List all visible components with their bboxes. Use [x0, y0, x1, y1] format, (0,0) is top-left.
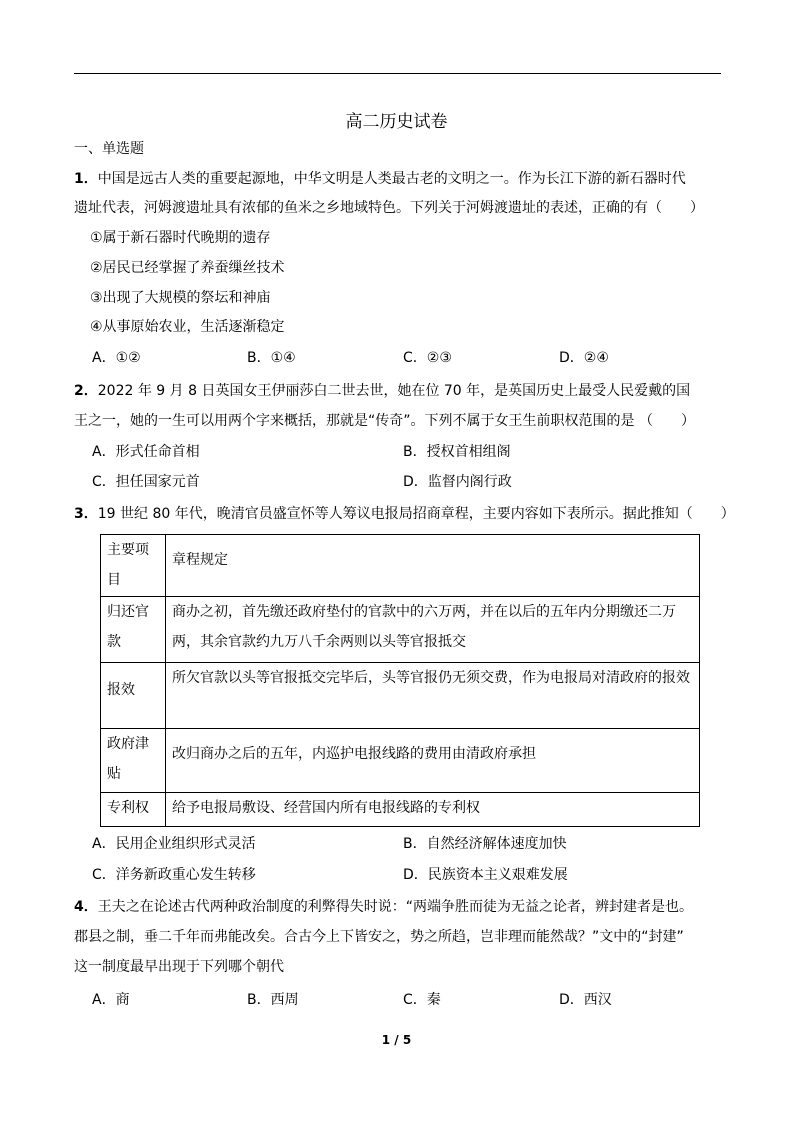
- q3-option-c[interactable]: C．洋务新政重心发生转移: [92, 867, 256, 883]
- q3-option-d[interactable]: D．民族资本主义艰难发展: [403, 867, 568, 883]
- header-rule: [74, 73, 721, 74]
- table-cell-key: 专利权: [101, 793, 166, 827]
- table-row: [101, 663, 700, 729]
- q3-option-b[interactable]: B．自然经济解体速度加快: [403, 836, 567, 852]
- q4-number: 4．: [74, 899, 98, 915]
- q3-text: 19 世纪 80 年代，晚清官员盛宣怀等人筹议电报局招商章程，主要内容如下表所示。据此推知（ ）: [97, 506, 735, 522]
- table-cell-key: 报效: [101, 663, 166, 729]
- table-cell-value: 商办之初，首先缴还政府垫付的官款中的六万两，并在以后的五年内分期缴还二万两，其余官款约九万八千余两则以头等官报抵交: [166, 597, 700, 663]
- q2-line-2: 王之一，她的一生可以用两个字来概括，那就是“传奇”。下列不属于女王生前职权范围的是 （ ）: [74, 413, 695, 429]
- q4-option-b[interactable]: B．西周: [247, 992, 299, 1008]
- q2-option-d[interactable]: D．监督内阁行政: [403, 474, 512, 490]
- q1-line-1: [74, 168, 686, 188]
- q4-line-3: 这一制度最早出现于下列哪个朝代: [74, 959, 284, 975]
- q1-item-2: ②居民已经掌握了养蚕缫丝技术: [90, 260, 285, 276]
- page-number: 1 / 5: [381, 1033, 412, 1047]
- q2-option-b[interactable]: B．授权首相组阁: [403, 444, 511, 460]
- table-cell-key: 归还官款: [101, 597, 166, 663]
- table-row: [101, 729, 700, 793]
- q1-option-a[interactable]: A．①②: [92, 350, 141, 366]
- q3-number: 3．: [74, 506, 98, 522]
- q2-option-c[interactable]: C．担任国家元首: [92, 474, 200, 490]
- table-header-rule: 章程规定: [166, 535, 700, 597]
- q2-line-1: [74, 380, 690, 400]
- q2-option-a[interactable]: A．形式任命首相: [92, 444, 200, 460]
- q4-text-1: 王夫之在论述古代两种政治制度的利弊得失时说：“两端争胜而徒为无益之论者，辨封建者是也。: [97, 899, 694, 915]
- q3-option-a[interactable]: A．民用企业组织形式灵活: [92, 836, 256, 852]
- table-cell-key: 政府津贴: [101, 729, 166, 793]
- table-header-row: [101, 535, 700, 597]
- q1-option-b[interactable]: B．①④: [247, 350, 296, 366]
- q1-item-4: ④从事原始农业，生活逐渐稳定: [90, 319, 285, 335]
- q4-line-2: 郡县之制，垂二千年而弗能改矣。合古今上下皆安之，势之所趋，岂非理而能然哉？”文中的“封建”: [74, 929, 684, 945]
- table-row: [101, 793, 700, 827]
- q1-option-c[interactable]: C．②③: [403, 350, 452, 366]
- q4-option-a[interactable]: A．商: [92, 992, 130, 1008]
- q1-item-1: ①属于新石器时代晚期的遗存: [90, 230, 271, 246]
- table-cell-value: 给予电报局敷设、经营国内所有电报线路的专利权: [166, 793, 700, 827]
- q3-line-1: [74, 503, 735, 523]
- q2-number: 2．: [74, 383, 98, 399]
- q1-option-d[interactable]: D．②④: [559, 350, 609, 366]
- q4-line-1: [74, 896, 693, 916]
- table-header-item: 主要项目: [101, 535, 166, 597]
- q1-number: 1．: [74, 171, 98, 187]
- q4-option-c[interactable]: C．秦: [403, 992, 441, 1008]
- section-heading: 一、单选题: [74, 141, 144, 157]
- q1-line-2: 遗址代表，河姆渡遗址具有浓郁的鱼米之乡地域特色。下列关于河姆渡遗址的表述，正确的有（ ）: [74, 200, 704, 216]
- q2-text-1: 2022 年 9 月 8 日英国女王伊丽莎白二世去世，她在位 70 年，是英国历史上最受人民爱戴的国: [97, 383, 691, 399]
- table-cell-value: 所欠官款以头等官报抵交完毕后，头等官报仍无须交费，作为电报局对清政府的报效: [166, 663, 700, 729]
- q4-option-d[interactable]: D．西汉: [559, 992, 612, 1008]
- q1-text-1: 中国是远古人类的重要起源地，中华文明是人类最古老的文明之一。作为长江下游的新石器时代: [97, 171, 686, 187]
- table-cell-value: 改归商办之后的五年，内巡护电报线路的费用由清政府承担: [166, 729, 700, 793]
- table-row: [101, 597, 700, 663]
- charter-table: [100, 534, 700, 827]
- page-title: 高二历史试卷: [345, 112, 448, 132]
- q1-item-3: ③出现了大规模的祭坛和神庙: [90, 290, 271, 306]
